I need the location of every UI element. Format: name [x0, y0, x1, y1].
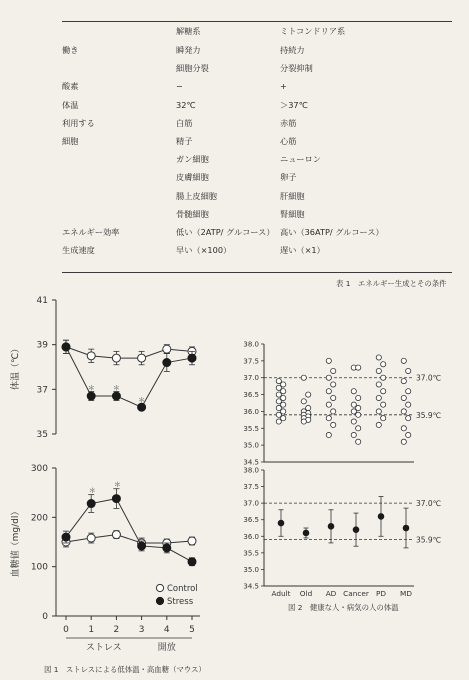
- data-point: [276, 399, 281, 404]
- mean-point: [328, 524, 334, 530]
- data-point: [276, 412, 281, 417]
- table-cell: 心筋: [280, 136, 297, 146]
- mean-point: [278, 520, 284, 526]
- data-point: [401, 378, 406, 383]
- stress-label: ストレス: [85, 643, 122, 653]
- table-cell: 働き: [62, 45, 79, 55]
- table-cell: 利用する: [62, 117, 95, 128]
- data-point: [138, 542, 146, 550]
- data-point: [376, 395, 381, 400]
- data-point: [401, 395, 406, 400]
- table-cell: 生成速度: [62, 245, 95, 256]
- data-point: [406, 416, 411, 421]
- y-axis-label: 体温（℃）: [11, 343, 21, 391]
- data-point: [351, 419, 356, 424]
- y-tick-label: 36.0: [243, 407, 259, 416]
- table-cell: ガン細胞: [176, 154, 209, 165]
- table-cell: +: [280, 81, 287, 92]
- data-point: [376, 368, 381, 373]
- data-point: [281, 416, 286, 421]
- data-point: [87, 392, 95, 400]
- table-cell: −: [176, 81, 183, 92]
- data-point: [301, 399, 306, 404]
- data-point: [112, 354, 120, 362]
- y-tick-label: 34.5: [243, 458, 259, 467]
- table-bottom-rule: [62, 272, 452, 273]
- data-point: [401, 409, 406, 414]
- table-cell: 細胞: [62, 136, 79, 146]
- mean-point: [378, 514, 384, 520]
- x-tick-label: MD: [400, 589, 412, 598]
- significance-star: ＊: [138, 396, 146, 405]
- data-point: [281, 409, 286, 414]
- table-top-rule: [62, 21, 452, 22]
- data-point: [138, 354, 146, 362]
- data-point: [356, 395, 361, 400]
- data-point: [401, 358, 406, 363]
- reference-line-label: 37.0℃: [416, 499, 442, 509]
- y-tick-label: 0: [42, 612, 48, 622]
- y-tick-label: 39: [36, 340, 48, 351]
- data-point: [112, 495, 120, 503]
- data-point: [351, 409, 356, 414]
- data-point: [188, 537, 196, 545]
- table-cell: 肝細胞: [280, 190, 305, 201]
- table-header-cell: ミトコンドリア系: [280, 26, 346, 36]
- data-point: [188, 354, 196, 362]
- data-point: [331, 368, 336, 373]
- data-point: [276, 385, 281, 390]
- data-point: [62, 343, 70, 351]
- y-tick-label: 34.5: [243, 582, 259, 591]
- series-line: [66, 347, 192, 407]
- mean-point: [403, 525, 409, 531]
- data-point: [376, 422, 381, 427]
- legend-stress-marker: [156, 597, 163, 604]
- x-tick-label: PD: [375, 589, 387, 598]
- data-point: [376, 409, 381, 414]
- data-point: [356, 405, 361, 410]
- y-tick-label: 36.0: [243, 532, 259, 541]
- figure-2-caption: 図 2 健康な人・病気の人の体温: [288, 603, 399, 612]
- y-tick-label: 38.0: [243, 466, 259, 475]
- series-line: [66, 347, 192, 358]
- data-point: [356, 365, 361, 370]
- data-point: [276, 378, 281, 383]
- series-line: [66, 499, 192, 562]
- data-point: [381, 362, 386, 367]
- data-point: [326, 416, 331, 421]
- data-point: [406, 368, 411, 373]
- data-point: [381, 402, 386, 407]
- significance-star: ＊: [88, 486, 96, 495]
- x-tick-label: 3: [138, 625, 145, 635]
- data-point: [87, 352, 95, 360]
- table-cell: 低い（2ATP/ グルコース）: [176, 227, 275, 237]
- data-point: [306, 405, 311, 410]
- data-point: [381, 389, 386, 394]
- reference-line-label: 35.9℃: [416, 410, 442, 420]
- data-point: [326, 432, 331, 437]
- table-caption: 表 1 エネルギー生成とその条件: [336, 279, 447, 288]
- data-point: [112, 531, 120, 539]
- legend-control-label: Control: [167, 584, 198, 594]
- data-point: [138, 403, 146, 411]
- table-cell: 早い（×100）: [176, 245, 232, 256]
- y-tick-label: 37.5: [243, 483, 259, 492]
- y-tick-label: 35.0: [243, 441, 259, 450]
- x-tick-label: 0: [63, 625, 69, 635]
- table-cell: 持続力: [280, 45, 305, 55]
- table-cell: 皮膚細胞: [176, 172, 209, 183]
- data-point: [326, 375, 331, 380]
- y-tick-label: 300: [30, 464, 48, 474]
- table-cell: 体温: [62, 99, 79, 110]
- data-point: [331, 382, 336, 387]
- release-label: 開放: [157, 643, 176, 653]
- series-line: [66, 535, 192, 543]
- y-tick-label: 36.5: [243, 391, 259, 400]
- legend-control-marker: [156, 584, 163, 591]
- data-point: [87, 534, 95, 542]
- figure-1: [0, 290, 235, 680]
- data-point: [112, 392, 120, 400]
- table-cell: 細胞分裂: [176, 63, 209, 74]
- data-point: [163, 345, 171, 353]
- x-tick-label: Old: [299, 589, 313, 598]
- x-tick-label: Adult: [271, 589, 291, 598]
- figure-2: [232, 330, 469, 610]
- data-point: [281, 402, 286, 407]
- table-cell: 高い（36ATP/ グルコース）: [280, 227, 384, 237]
- table-cell: 白筋: [176, 117, 193, 128]
- data-point: [351, 389, 356, 394]
- y-tick-label: 35.5: [243, 424, 259, 433]
- data-point: [326, 402, 331, 407]
- y-axis-label: 血糖値（mg/dl）: [11, 506, 21, 578]
- y-tick-label: 41: [36, 296, 48, 306]
- reference-line-label: 37.0℃: [416, 373, 442, 383]
- table-cell: ＞37℃: [280, 99, 308, 110]
- table-cell: ニューロン: [280, 154, 321, 165]
- x-tick-label: Cancer: [343, 589, 369, 598]
- data-point: [351, 432, 356, 437]
- x-tick-label: AD: [325, 589, 337, 598]
- table-cell: 骨髄細胞: [176, 208, 209, 219]
- data-point: [306, 392, 311, 397]
- data-point: [163, 359, 171, 367]
- table-header-cell: 解糖系: [176, 26, 201, 36]
- table-cell: 精子: [176, 136, 193, 146]
- y-tick-label: 35: [36, 430, 48, 440]
- mean-point: [353, 527, 359, 533]
- data-point: [87, 500, 95, 508]
- data-point: [356, 439, 361, 444]
- legend-stress-label: Stress: [167, 597, 194, 607]
- y-tick-label: 37: [36, 385, 48, 396]
- y-tick-label: 37.5: [243, 357, 259, 366]
- table-cell: 32℃: [176, 99, 196, 110]
- y-tick-label: 200: [30, 513, 48, 524]
- table-cell: 卵子: [280, 172, 297, 183]
- y-tick-label: 36.5: [243, 516, 259, 525]
- data-point: [351, 402, 356, 407]
- significance-star: ＊: [112, 384, 120, 393]
- y-tick-label: 37.0: [243, 499, 259, 508]
- table-cell: 瞬発力: [176, 45, 201, 55]
- table-cell: 赤筋: [280, 117, 297, 128]
- data-point: [281, 382, 286, 387]
- y-tick-label: 37.0: [243, 374, 259, 383]
- data-point: [188, 558, 196, 566]
- data-point: [401, 439, 406, 444]
- y-tick-label: 100: [30, 562, 48, 573]
- figure-1-caption: 図 1 ストレスによる低体温・高血糖（マウス）: [44, 665, 206, 674]
- significance-star: ＊: [87, 384, 95, 393]
- table-cell: 腸上皮細胞: [176, 190, 217, 201]
- x-tick-label: 1: [88, 625, 95, 635]
- table-cell: 酸素: [62, 81, 79, 92]
- y-tick-label: 35.5: [243, 549, 259, 558]
- data-point: [356, 412, 361, 417]
- x-tick-label: 5: [189, 625, 195, 635]
- data-point: [381, 375, 386, 380]
- data-point: [326, 389, 331, 394]
- data-point: [376, 355, 381, 360]
- table-cell: エネルギー効率: [62, 227, 120, 237]
- data-point: [276, 405, 281, 410]
- data-point: [276, 419, 281, 424]
- table-cell: 遅い（×1）: [280, 245, 325, 256]
- data-point: [326, 358, 331, 363]
- data-point: [331, 409, 336, 414]
- data-point: [281, 395, 286, 400]
- data-point: [301, 419, 306, 424]
- data-point: [331, 422, 336, 427]
- x-tick-label: 4: [163, 625, 170, 635]
- data-point: [281, 389, 286, 394]
- reference-line-label: 35.9℃: [416, 535, 442, 545]
- y-tick-label: 38.0: [243, 340, 259, 349]
- x-tick-label: 2: [113, 625, 120, 635]
- y-tick-label: 35.0: [243, 565, 259, 574]
- data-point: [381, 416, 386, 421]
- data-point: [331, 395, 336, 400]
- data-point: [406, 389, 411, 394]
- data-point: [62, 533, 70, 541]
- table-cell: 腎細胞: [280, 208, 305, 219]
- data-point: [401, 426, 406, 431]
- data-point: [356, 426, 361, 431]
- data-point: [406, 402, 411, 407]
- data-point: [276, 392, 281, 397]
- data-point: [301, 375, 306, 380]
- table-cell: 分裂抑制: [280, 63, 313, 74]
- data-point: [163, 544, 171, 552]
- mean-point: [303, 530, 309, 536]
- significance-star: ＊: [113, 480, 121, 489]
- data-point: [376, 382, 381, 387]
- data-point: [406, 432, 411, 437]
